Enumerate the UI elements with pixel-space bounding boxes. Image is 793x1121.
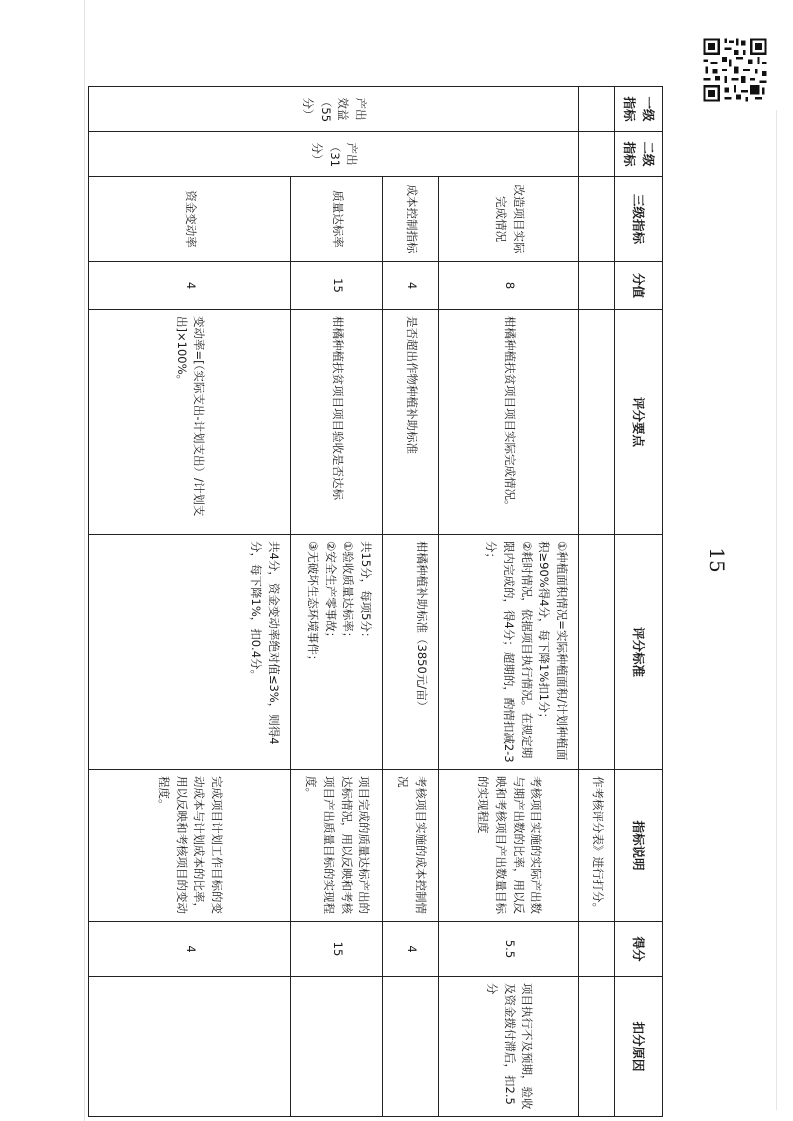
level3-cell: 质量达标率 — [291, 177, 383, 262]
header-standard: 评分标准 — [615, 535, 663, 770]
key-points-cell: 变动率=[（实际支出-计划支出）/计划支出]×100%。 — [89, 310, 291, 535]
standard-cell: 共15分，每项5分： ①验收质量达标率； ②安全生产零事故； ③无破坏生态环境事件； — [291, 535, 383, 770]
level2-cell: 产出（31分） — [89, 132, 579, 177]
score-value-cell: 4 — [89, 262, 291, 310]
level3-cell: 改造项目实际完成情况 — [439, 177, 579, 262]
key-points-cell: 是否超出作物种植补助标准 — [383, 310, 439, 535]
header-deduction-reason: 扣分原因 — [615, 977, 663, 1117]
table-row — [439, 87, 579, 1117]
header-description: 指标说明 — [615, 770, 663, 922]
score-cell: 4 — [383, 922, 439, 977]
description-cell: 项目完成的质量达标产出的达标情况，用以反映和考核项目产出质量目标的实现程度。 — [291, 770, 383, 922]
score-cell: 15 — [291, 922, 383, 977]
header-key-points: 评分要点 — [615, 310, 663, 535]
header-level1: 一级指标 — [615, 87, 663, 132]
table-header-row — [615, 87, 663, 1117]
score-value-cell: 4 — [383, 262, 439, 310]
header-score: 得分 — [615, 922, 663, 977]
table-row — [291, 87, 383, 1117]
score-cell: 5.5 — [439, 922, 579, 977]
key-points-cell: 柑橘种植扶贫项目项目验收是否达标 — [291, 310, 383, 535]
evaluation-table — [88, 86, 663, 1117]
deduction-reason-cell — [89, 977, 291, 1117]
scan-edge-left — [84, 0, 85, 1121]
description-cell: 考核项目实施的成本控制情况 — [383, 770, 439, 922]
continuation-row — [579, 87, 615, 1117]
standard-cell: ①种植面积情况=实际种植面积/计划种植面积≥90%得4分，每下降1%扣1分； ②耗时情况，依据项目执行情况。在规定期限内完成的，得4分；超期的，酌情扣减2-3分； — [439, 535, 579, 770]
score-value-cell: 15 — [291, 262, 383, 310]
page-number: 15 — [705, 547, 729, 573]
score-cell: 4 — [89, 922, 291, 977]
evaluation-table-container — [88, 86, 663, 1116]
table-row — [383, 87, 439, 1117]
level3-cell: 资金变动率 — [89, 177, 291, 262]
score-value-cell: 8 — [439, 262, 579, 310]
level1-cell: 产出效益（55分） — [89, 87, 579, 132]
header-level3: 三级指标 — [615, 177, 663, 262]
scan-edge-right — [776, 110, 777, 1110]
standard-cell: 柑橘种植补助标准（3850元/亩） — [383, 535, 439, 770]
table-row — [89, 87, 291, 1117]
deduction-reason-cell: 项目执行不及预期，验收及资金拨付滞后，扣2.5分 — [439, 977, 579, 1117]
header-score-value: 分值 — [615, 262, 663, 310]
key-points-cell: 柑橘种植扶贫项目项目实际完成情况。 — [439, 310, 579, 535]
qr-code-icon — [700, 36, 770, 104]
description-cell: 考核项目实施的实际产出数与期产出数的比率，用以反映和考核项目产出数量目标的实现程度 — [439, 770, 579, 922]
description-cell: 完成项目计划工作目标的变动成本与计划成本的比率，用以反映和考核项目的变动程度。 — [89, 770, 291, 922]
continuation-note: 作考核评分表》进行打分。 — [579, 770, 615, 922]
level3-cell: 成本控制指标 — [383, 177, 439, 262]
header-level2: 二级指标 — [615, 132, 663, 177]
standard-cell: 共4分，资金变动率绝对值≤3%，则得4分，每下降1%，扣0.4分。 — [89, 535, 291, 770]
deduction-reason-cell — [383, 977, 439, 1117]
deduction-reason-cell — [291, 977, 383, 1117]
